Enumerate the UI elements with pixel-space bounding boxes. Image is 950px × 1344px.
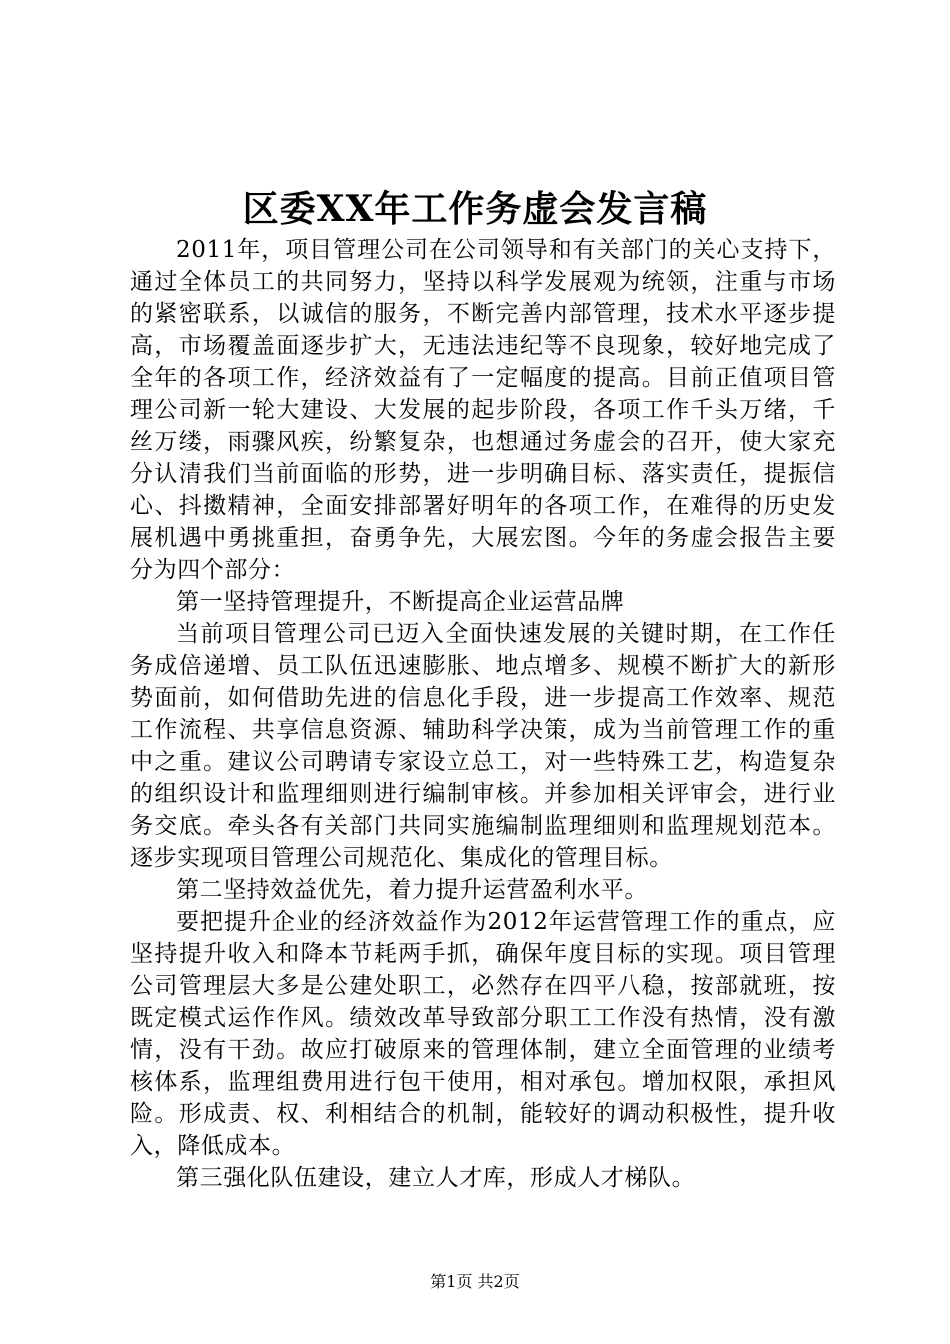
document-title: 区委XX年工作务虚会发言稿 [242, 188, 708, 230]
page-footer: 第1页 共2页 [430, 1272, 520, 1291]
paragraph-section-2: 要把提升企业的经济效益作为2012年运营管理工作的重点，应坚持提升收入和降本节耗两手抓，确保年度目标的实现。项目管理公司管理层大多是公建处职工，必然存在四平八稳，按部就班，按既定模式运作作风。绩效改革导致部分职工工作没有热情，没有激情，没有干劲。故应打破原来的管理体制，建立全面管理的业绩考核体系，监理组费用进行包干使用，相对承包。增加权限，承担风险。形成责、权、利相结合的机制，能较好的调动积极性，提升收入，降低成本。 [130, 909, 836, 1159]
section-heading-1: 第一坚持管理提升，不断提高企业运营品牌 [176, 589, 625, 615]
document-body [130, 234, 836, 1194]
paragraph-intro: 2011年，项目管理公司在公司领导和有关部门的关心支持下，通过全体员工的共同努力，坚持以科学发展观为统领，注重与市场的紧密联系，以诚信的服务，不断完善内部管理，技术水平逐步提高，市场覆盖面逐步扩大，无违法违纪等不良现象，较好地完成了全年的各项工作，经济效益有了一定幅度的提高。目前正值项目管理公司新一轮大建设、大发展的起步阶段，各项工作千头万绪，千丝万缕，雨骤风疾，纷繁复杂，也想通过务虚会的召开，使大家充分认清我们当前面临的形势，进一步明确目标、落实责任，提振信心、抖擞精神，全面安排部署好明年的各项工作，在难得的历史发展机遇中勇挑重担，奋勇争先，大展宏图。今年的务虚会报告主要分为四个部分： [130, 237, 836, 583]
paragraph-section-1: 当前项目管理公司已迈入全面快速发展的关键时期，在工作任务成倍递增、员工队伍迅速膨胀、地点增多、规模不断扩大的新形势面前，如何借助先进的信息化手段，进一步提高工作效率、规范工作流程、共享信息资源、辅助科学决策，成为当前管理工作的重中之重。建议公司聘请专家设立总工，对一些特殊工艺，构造复杂的组织设计和监理细则进行编制审核。并参加相关评审会，进行业务交底。牵头各有关部门共同实施编制监理细则和监理规划范本。逐步实现项目管理公司规范化、集成化的管理目标。 [130, 621, 836, 871]
section-heading-2: 第二坚持效益优先，着力提升运营盈利水平。 [176, 877, 648, 903]
section-heading-3: 第三强化队伍建设，建立人才库，形成人才梯队。 [176, 1165, 696, 1191]
